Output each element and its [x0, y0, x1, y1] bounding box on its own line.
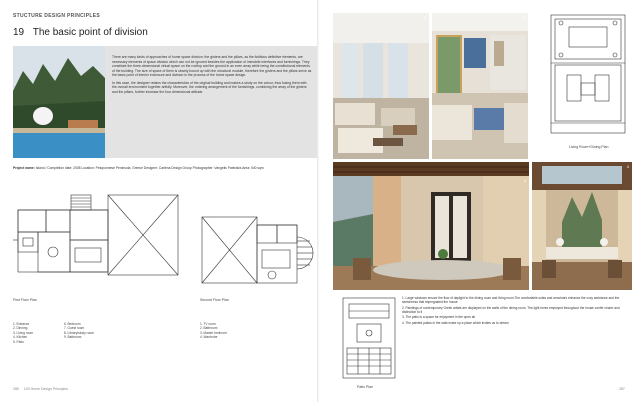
- left-page-number: 286: [13, 387, 19, 391]
- photo-number-3: 3: [523, 178, 526, 183]
- legend-item: 1. Entrance: [13, 322, 30, 326]
- patio-plan-label: Patio Plan: [357, 385, 373, 389]
- patio-plan: [339, 296, 399, 387]
- right-page: [319, 0, 638, 402]
- project-credits-label: Project name:: [13, 166, 35, 170]
- section-label: STUCTURE DESIGN PRINCIPLES: [13, 13, 100, 19]
- photo-note-2: 2. Paintings of contemporary Greek artists are displayed on the walls of the dining room. The light tones employed throughout the house confer charm and distinction to it: [402, 305, 620, 314]
- legend-item: 5. Patio: [13, 339, 24, 344]
- first-floor-plan: [13, 190, 183, 285]
- left-footer: [13, 387, 68, 391]
- legend-item: 2. Dinning: [13, 326, 28, 331]
- photo-note-4: 4. The painted patios in the walk make up a place which invites us to dream: [402, 320, 509, 325]
- title-text: The basic point of division: [32, 27, 148, 38]
- dining-room-photo: [432, 13, 528, 159]
- second-floor-plan: [200, 215, 315, 295]
- photo-note-3: 3. The patio is a space for enjoyment in the open air: [402, 315, 476, 320]
- title-number: 19: [13, 27, 25, 38]
- legend-item: 8. Library/study room: [64, 330, 94, 335]
- legend-item: 1. TV room: [200, 322, 216, 326]
- photo-number-2: 2: [522, 15, 525, 20]
- legend-item: 3. Living room: [13, 330, 34, 335]
- intro-paragraph-2: In this case, the designer retains the characteristics of the original building and makes a study on the colour, thus fusing them with the overall environment together artfully. Moreover, the ordering arrangement of the furnishings, combining the array of the girders and the pillars, further increase the four-dimensional attitude.: [112, 80, 307, 94]
- legend-item: 2. Bathroom: [200, 326, 218, 331]
- living-room-photo: [333, 13, 429, 159]
- photo-notes: [402, 296, 627, 327]
- legend-item: 9. Bathroom: [64, 335, 82, 340]
- photo-number-1: 1: [423, 15, 426, 20]
- legend-item: 3. Master bedroom: [200, 330, 227, 335]
- page-title: [13, 27, 148, 38]
- legend-item: 4. Wardrobe: [200, 335, 218, 340]
- photo-number-4: 4: [626, 164, 629, 169]
- pool-photo: [13, 46, 105, 158]
- right-page-number: 287: [619, 387, 625, 391]
- living-room-plan-label: Living Room+Dining Plan: [569, 145, 609, 149]
- legend-item: 4. Kitchen: [13, 335, 28, 340]
- second-floor-plan-label: Second Floor Plan: [200, 298, 229, 302]
- left-footer-text: 100 Home Design Principles: [23, 387, 68, 391]
- first-floor-legend-2: [64, 322, 94, 340]
- intro-text: [112, 55, 312, 97]
- second-floor-legend: [200, 322, 227, 340]
- patio-dining-photo: [532, 162, 632, 290]
- patio-photo: [333, 162, 529, 290]
- first-floor-plan-label: First Floor Plan: [13, 298, 37, 302]
- legend-item: 6. Bedroom: [64, 322, 81, 326]
- project-credits-text: Island / Completion date: 2008 Location: Peloponnese Peninsula, Greece Designer: Carlena Design Group Photographer: Vangelis Paterakis Area: 540 sqm: [34, 166, 264, 170]
- intro-paragraph-1: There are many kinds of approaches of home space division: the girders and the pillars, as the fictitious definitive elements, are necessary elements of space division which can not be ignored besides the application of immobile interfaces and furnishings. They constitute the three-dimensional virtual space on the rooftop and the ground in an even array while being the constitutional elements of the building. The size of space of them is closely bound up with the structural module, therefore the girders and the pillars serve as the basic point of interior enclosure and division in the process of the home space design.: [112, 55, 312, 77]
- first-floor-legend: [13, 322, 33, 344]
- photo-note-1: 1. Large windows ensure the flow of daylight to the dining room and living room.The comfortable sofas and armchairs enhance the cozy ambiance and the sketchness that impregnated the house: [402, 296, 620, 305]
- project-credits: [13, 166, 313, 170]
- legend-item: 7. Guest room: [64, 326, 85, 331]
- living-room-dining-plan: [547, 13, 629, 142]
